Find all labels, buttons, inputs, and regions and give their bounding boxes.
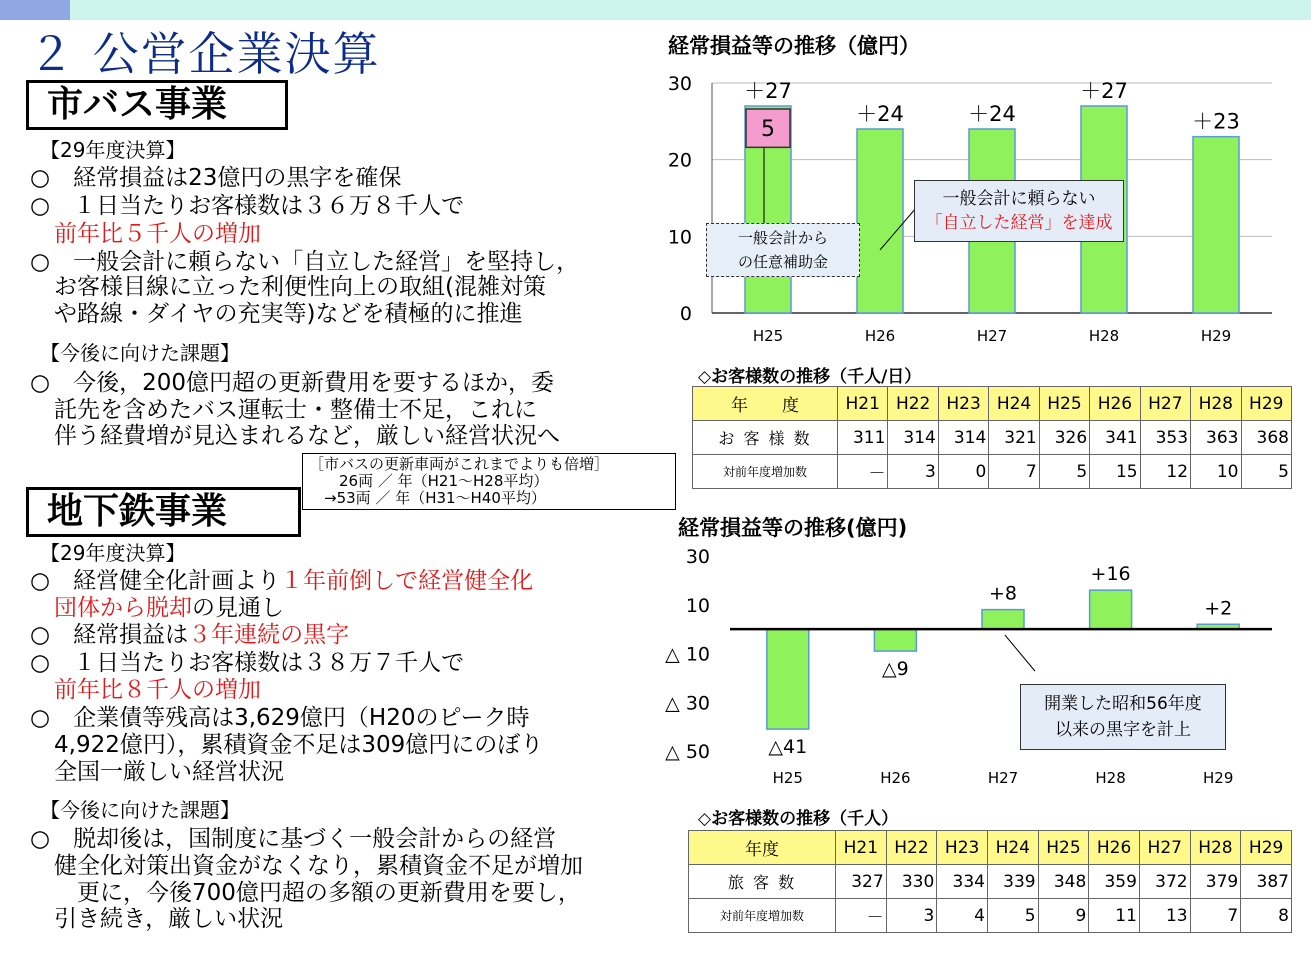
table2-cell: 9 — [1038, 899, 1089, 933]
subway-line8: 全国一厳しい経営状況 — [54, 759, 284, 785]
chart1-ytick-label: 30 — [667, 73, 692, 95]
table2-cell: 4 — [937, 899, 988, 933]
table1-cell: 5 — [1039, 455, 1089, 489]
subway-heading: 地下鉄事業 — [26, 487, 301, 537]
table2-row-label: 旅 客 数 — [689, 865, 836, 899]
chart1-data-label: ＋24 — [968, 102, 1016, 126]
chart2-data-label: +16 — [1090, 563, 1131, 586]
chart1-ytick-label: 0 — [679, 303, 692, 325]
chart2-data-label: △41 — [768, 736, 808, 759]
chart2-bar — [874, 629, 916, 651]
table1-cell: 0 — [938, 455, 988, 489]
table2-cell: 339 — [987, 865, 1038, 899]
table1-header-cell: 年 度 — [693, 387, 838, 421]
table1-header-cell: H29 — [1241, 387, 1292, 421]
table1-cell: 321 — [989, 421, 1039, 455]
table-row — [689, 899, 1292, 933]
chart2-bar — [982, 610, 1024, 630]
table1-cell: 12 — [1140, 455, 1190, 489]
table-row — [689, 865, 1292, 899]
table1-header-cell: H24 — [989, 387, 1039, 421]
chart1-autonomy-callout — [914, 180, 1124, 242]
table2-header-row — [689, 831, 1292, 865]
chart2-data-label: +8 — [988, 582, 1018, 605]
subway-line11: 更に，今後700億円超の多額の更新費用を要し， — [54, 880, 581, 906]
table1-row-label: お 客 様 数 — [693, 421, 838, 455]
table2-cell: 13 — [1139, 899, 1190, 933]
header-accent — [0, 0, 70, 20]
table2-header-cell: H24 — [987, 831, 1038, 865]
table2-cell: 348 — [1038, 865, 1089, 899]
table1-cell: 341 — [1090, 421, 1140, 455]
bus-line6: や路線・ダイヤの充実等)などを積極的に推進 — [54, 301, 523, 327]
bus-line7: ○ 今後，200億円超の更新費用を要するほか，委 — [30, 370, 554, 396]
subway-line1-a: ○ 経営健全化計画より — [30, 568, 281, 594]
chart1-xtick-label: H28 — [1088, 327, 1120, 345]
chart1-xtick-label: H27 — [976, 327, 1008, 345]
table2-cell: 5 — [987, 899, 1038, 933]
table2-header-cell: H27 — [1139, 831, 1190, 865]
table1-cell: 363 — [1191, 421, 1241, 455]
bus-line1: ○ 経常損益は23億円の黒字を確保 — [30, 165, 402, 191]
subway-line1 — [30, 568, 533, 594]
chart1-title: 経常損益等の推移（億円） — [668, 34, 920, 58]
table2 — [688, 830, 1292, 933]
chart2-ytick-label: △ 50 — [665, 741, 710, 763]
subway-line10: 健全化対策出資金がなくなり，累積資金不足が増加 — [54, 853, 583, 879]
table2-cell: 7 — [1190, 899, 1241, 933]
table1-header-row — [693, 387, 1292, 421]
bus-line5: お客様目線に立った利便性向上の取組(混雑対策 — [54, 274, 546, 300]
chart2-ytick-label: 10 — [685, 594, 710, 617]
table-row — [693, 421, 1292, 455]
chart1-data-label: ＋27 — [1080, 79, 1128, 103]
table2-cell: 330 — [886, 865, 937, 899]
table2-cell: 372 — [1139, 865, 1190, 899]
table1-cell: 314 — [888, 421, 938, 455]
table1-header-cell: H25 — [1039, 387, 1089, 421]
subway-line2 — [54, 595, 284, 621]
chart2-callout: 開業した昭和56年度 以来の黒字を計上 — [1020, 684, 1226, 750]
subway-line3-a: ○ 経常損益は — [30, 622, 189, 648]
table2-cell: － — [836, 899, 887, 933]
chart2-bar — [1090, 590, 1132, 629]
chart2-xtick-label: H27 — [987, 769, 1019, 787]
chart1-callout-line2: 「自立した経営」を達成 — [925, 213, 1113, 233]
subway-line9: ○ 脱却後は，国制度に基づく一般会計からの経営 — [30, 826, 557, 852]
table1-header-cell: H22 — [888, 387, 938, 421]
bus-line8: 託先を含めたバス運転士・整備士不足，これに — [54, 397, 537, 423]
chart1-data-label: ＋23 — [1192, 109, 1240, 134]
table1-cell: 10 — [1191, 455, 1241, 489]
bus-line9: 伴う経費増が見込まれるなど，厳しい経営状況へ — [54, 423, 560, 449]
subway-line1-b: １年前倒しで経営健全化 — [280, 568, 534, 594]
table1-header-cell: H23 — [938, 387, 988, 421]
chart2-ytick-label: △ 10 — [665, 643, 710, 666]
subway-sub2: 【今後に向けた課題】 — [40, 798, 240, 822]
table2-title: ◇お客様数の推移（千人） — [698, 809, 899, 829]
chart1-data-label: ＋24 — [856, 102, 904, 126]
bus-line3: 前年比５千人の増加 — [54, 221, 261, 247]
chart2-bar — [767, 629, 809, 729]
subway-line7: 4,922億円），累積資金不足は309億円にのぼり — [54, 732, 544, 758]
subway-line2-a: 団体から脱却 — [54, 595, 192, 621]
chart2-xtick-label: H25 — [772, 769, 803, 787]
table2-cell: 327 — [836, 865, 887, 899]
table1-cell: 311 — [838, 421, 888, 455]
subway-line3-b: ３年連続の黒字 — [188, 622, 350, 648]
table2-cell: 8 — [1241, 899, 1292, 933]
chart1-bar — [1193, 137, 1239, 313]
table-row — [693, 455, 1292, 489]
subway-line5: 前年比８千人の増加 — [54, 677, 261, 703]
bus-sub1: 【29年度決算】 — [40, 138, 186, 162]
table1-title: ◇お客様数の推移（千人/日） — [698, 367, 922, 387]
table2-cell: 11 — [1089, 899, 1140, 933]
chart2-callout-leader — [1005, 635, 1035, 671]
chart2-svg — [650, 540, 1290, 790]
table1-cell: 5 — [1241, 455, 1292, 489]
table2-cell: 334 — [937, 865, 988, 899]
bus-line4: ○ 一般会計に頼らない「自立した経営」を堅持し， — [30, 249, 580, 275]
chart2-data-label: △9 — [882, 658, 909, 681]
table2-cell: 379 — [1190, 865, 1241, 899]
table2-cell: 387 — [1241, 865, 1292, 899]
chart2-ytick-label: △ 30 — [665, 692, 710, 715]
table2-header-cell: 年度 — [689, 831, 836, 865]
chart1-xtick-label: H29 — [1200, 327, 1232, 345]
table1-cell: 3 — [888, 455, 938, 489]
table1-cell: 314 — [938, 421, 988, 455]
table2-header-cell: H26 — [1089, 831, 1140, 865]
bus-heading: 市バス事業 — [26, 80, 288, 130]
table2-header-cell: H22 — [886, 831, 937, 865]
table1 — [692, 386, 1292, 489]
chart1-data-label: ＋27 — [744, 79, 792, 103]
chart2-xtick-label: H28 — [1095, 769, 1126, 787]
chart2-xtick-label: H29 — [1203, 769, 1234, 787]
chart1-bar — [857, 129, 903, 313]
header-bar — [70, 0, 1311, 20]
page-title: ２ 公営企業決算 — [28, 27, 381, 81]
table2-cell: 3 — [886, 899, 937, 933]
chart2-data-label: +2 — [1204, 597, 1233, 620]
chart1-callout-line1: 一般会計に頼らない — [942, 189, 1096, 209]
table1-cell: 368 — [1241, 421, 1292, 455]
bus-sub2: 【今後に向けた課題】 — [40, 341, 240, 365]
table1-row-label: 対前年度増加数 — [693, 455, 838, 489]
subway-line4: ○ １日当たりお客様数は３８万７千人で — [30, 650, 465, 676]
bus-line2: ○ １日当たりお客様数は３６万８千人で — [30, 193, 465, 219]
table1-cell: 15 — [1090, 455, 1140, 489]
chart1-xtick-label: H26 — [864, 327, 896, 345]
chart1-subsidy-label: 5 — [761, 117, 775, 143]
table2-header-cell: H23 — [937, 831, 988, 865]
subway-line3 — [30, 622, 349, 648]
subway-line2-b: の見通し — [192, 595, 284, 621]
table1-cell: － — [838, 455, 888, 489]
table1-header-cell: H21 — [838, 387, 888, 421]
table1-header-cell: H27 — [1140, 387, 1190, 421]
subway-line6: ○ 企業債等残高は3,629億円（H20のピーク時 — [30, 705, 530, 731]
table1-cell: 353 — [1140, 421, 1190, 455]
subway-sub1: 【29年度決算】 — [40, 541, 186, 565]
chart1-ytick-label: 10 — [667, 226, 692, 249]
table2-header-cell: H25 — [1038, 831, 1089, 865]
table1-header-cell: H26 — [1090, 387, 1140, 421]
table1-cell: 326 — [1039, 421, 1089, 455]
chart2-title: 経常損益等の推移(億円) — [678, 516, 908, 540]
bus-renewal-note: ［市バスの更新車両がこれまでよりも倍増］ 26両 ／ 年（H21～H28平均） →53両 ／ 年（H31～H40平均） — [302, 453, 676, 510]
table2-header-cell: H21 — [836, 831, 887, 865]
table2-cell: 359 — [1089, 865, 1140, 899]
chart1-ytick-label: 20 — [667, 149, 692, 172]
table2-row-label: 対前年度増加数 — [689, 899, 836, 933]
chart2-xtick-label: H26 — [880, 769, 911, 787]
chart1-subsidy-callout: 一般会計から の任意補助金 — [706, 223, 860, 277]
table2-header-cell: H28 — [1190, 831, 1241, 865]
table2-header-cell: H29 — [1241, 831, 1292, 865]
table1-cell: 7 — [989, 455, 1039, 489]
subway-line12: 引き続き，厳しい状況 — [54, 906, 284, 932]
chart2-ytick-label: 30 — [685, 546, 710, 568]
table1-header-cell: H28 — [1191, 387, 1241, 421]
chart1-xtick-label: H25 — [752, 327, 784, 345]
